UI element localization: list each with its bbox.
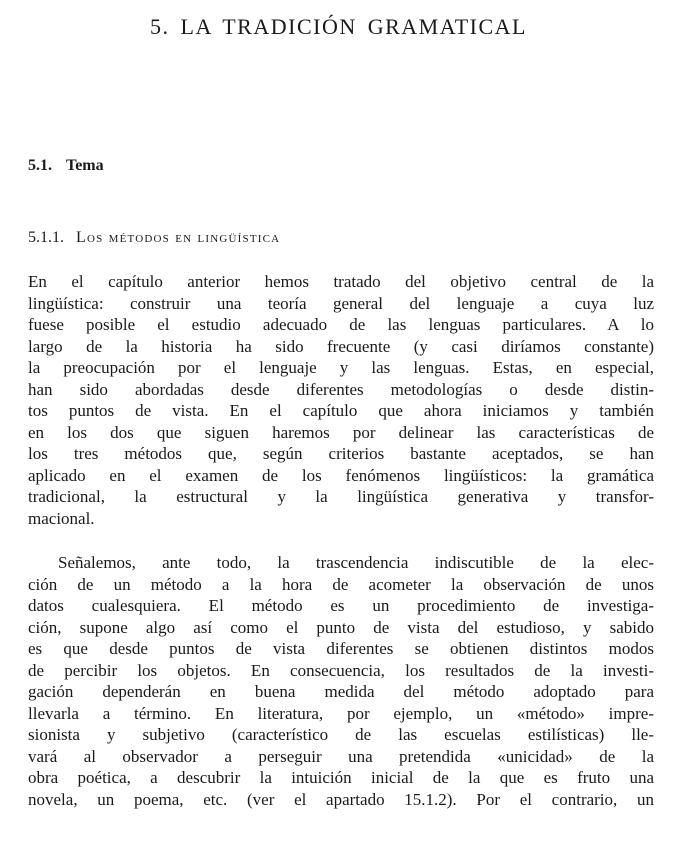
subsection-number: 5.1.1.: [28, 229, 64, 246]
text-line: macional.: [28, 508, 95, 528]
text-line: llevarla a término. En literatura, por ejemplo, un «método» impre-: [28, 703, 654, 723]
text-line: vará al observador a perseguir una pretendida «unicidad» de la: [28, 746, 654, 766]
text-line: tos puntos de vista. En el capítulo que ahora iniciamos y también: [28, 401, 654, 420]
section-heading: [28, 157, 104, 175]
text-line: novela, un poema, etc. (ver el apartado 15.1.2). Por el contrario, un: [28, 789, 654, 809]
text-line: gación dependerán en buena medida del método adoptado para: [28, 682, 654, 701]
section-title: Tema: [66, 157, 104, 174]
text-line: la preocupación por el lenguaje y las lenguas. Estas, en especial,: [28, 358, 654, 377]
text-line: en los dos que siguen haremos por delinear las características de: [28, 422, 654, 442]
subsection-heading: [28, 229, 280, 247]
text-line: Señalemos, ante todo, la trascendencia indiscutible de la elec-: [58, 553, 654, 572]
subsection-title: Los métodos en lingüística: [76, 229, 281, 246]
text-line: fuese posible el estudio adecuado de las lenguas particulares. A lo: [28, 315, 654, 334]
paragraph-2: [28, 552, 654, 810]
text-line: los tres métodos que, según criterios bastante aceptados, se han: [28, 444, 654, 463]
text-line: han sido abordadas desde diferentes metodologías o desde distin-: [28, 379, 654, 399]
text-line: largo de la historia ha sido frecuente (y casi diríamos constante): [28, 336, 654, 356]
text-line: es que desde puntos de vista diferentes se obtienen distintos modos: [28, 639, 654, 658]
text-line: datos cualesquiera. El método es un procedimiento de investiga-: [28, 596, 654, 615]
text-line: ción, supone algo así como el punto de vista del estudioso, y sabido: [28, 617, 654, 637]
text-line: de percibir los objetos. En consecuencia, los resultados de la investi-: [28, 660, 654, 680]
paragraph-1: [28, 271, 654, 529]
text-line: lingüística: construir una teoría general del lenguaje a cuya luz: [28, 293, 654, 313]
text-line: obra poética, a descubrir la intuición inicial de la que es fruto una: [28, 768, 654, 787]
text-line: tradicional, la estructural y la lingüística generativa y transfor-: [28, 487, 654, 506]
text-line: En el capítulo anterior hemos tratado del objetivo central de la: [28, 272, 654, 291]
text-line: aplicado en el examen de los fenómenos lingüísticos: la gramática: [28, 465, 654, 485]
text-line: sionista y subjetivo (característico de las escuelas estilísticas) lle-: [28, 725, 654, 744]
text-line: ción de un método a la hora de acometer la observación de unos: [28, 574, 654, 594]
section-number: 5.1.: [28, 157, 52, 174]
chapter-title: 5. LA TRADICIÓN GRAMATICAL: [150, 14, 527, 39]
